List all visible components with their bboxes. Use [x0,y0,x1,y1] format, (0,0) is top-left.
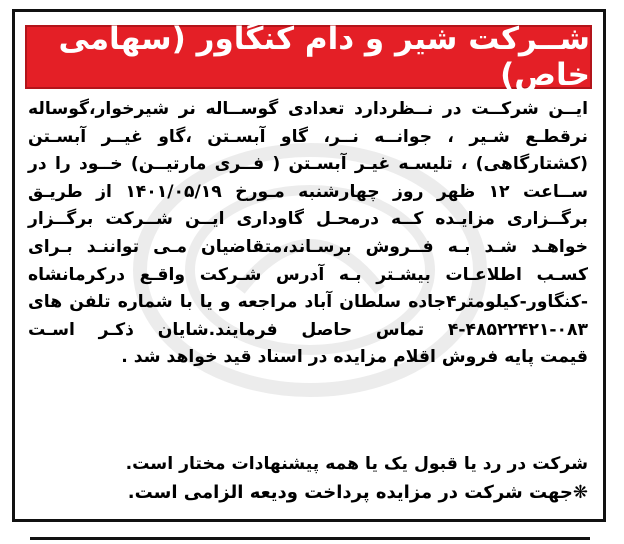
rights-note: شرکت در رد یا قبول یک یا همه پیشنهادات مختار است. [125,454,588,474]
body-line: خواهـد شـد بـه فــروش برسـاند،متقاضیان مـی تواننـد بـرای [28,236,588,257]
body-line: ســاعت ۱۲ ظهر روز چهارشنبه مـورخ ۱۴۰۱/۰۵/۱۹ از طریـق [28,181,588,202]
body-line: قیمت پایه فروش اقلام مزایده در اسناد قید خواهد شد . [121,347,588,368]
body-line: ایــن شرکــت در نــظردارد تعدادی گوســاله نر شیرخوار،گوساله [28,99,588,119]
body-line: برگــزاری مزایـده کــه درمحـل گاوداری ایــن شــرکت برگــزار [28,209,588,230]
body-line: (کشتارگاهی) ، تلیسـه غیـر آبسـتن ( فــری مارتیــن) خــود را در [28,154,588,175]
bottom-divider [30,537,590,540]
body-line: -کنگاور-کیلومتر۴جاده سلطان آباد مراجعه و یا با شماره تلفن های [28,292,588,313]
notice-body [28,96,588,372]
body-line: نرقطـع شـیر ، جوانــه نــر، گاو آبسـتن ،گاو غیــر آبسـتن [28,126,588,147]
body-line: کسـب اطلاعـات بیشـتر بـه آدرس شـرکت واقـع درکرمانشاه [28,264,588,285]
notice-title: شــرکت شیر و دام کنگاور (سهامی خاص) [25,25,592,89]
body-line: ۴-۴۸۵۲۲۴۲۱-۰۸۳ تماس حاصل فرمایند.شایان ذکـر اسـت [28,319,588,340]
deposit-note: ❋جهت شرکت در مزایده پرداخت ودیعه الزامی است. [127,482,588,503]
